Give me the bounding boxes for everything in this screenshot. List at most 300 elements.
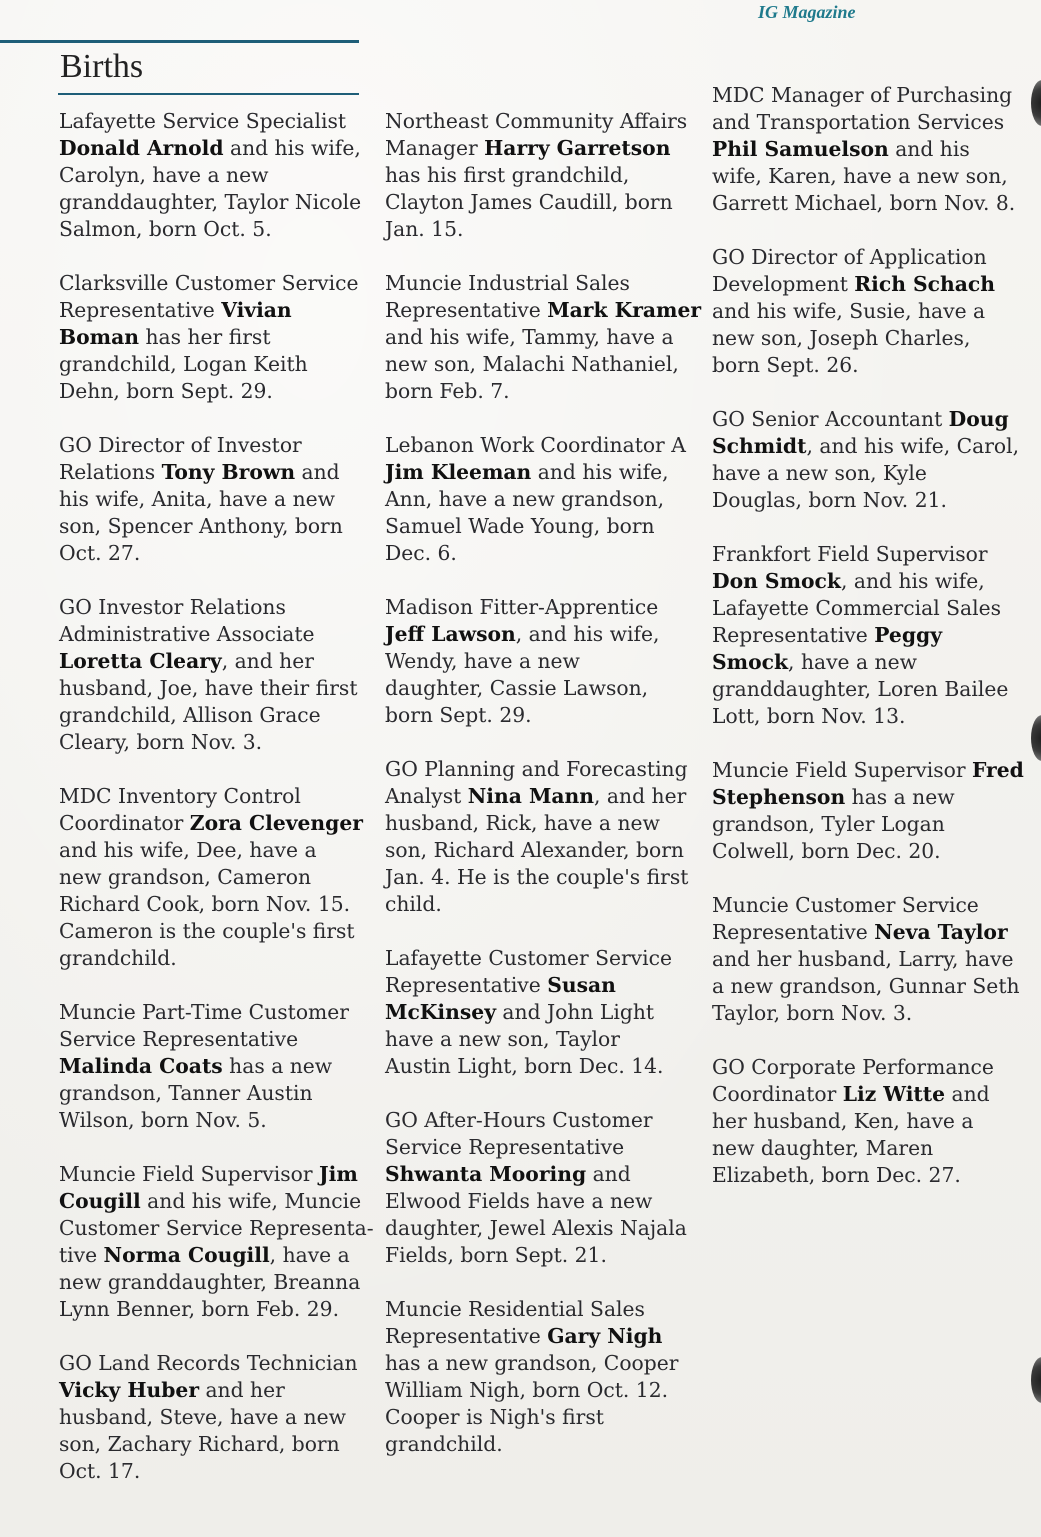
section-title: Births [60, 48, 144, 85]
announcement-line [712, 1081, 1024, 1108]
announcement-line [385, 621, 697, 648]
announcement-text: granddaughter, Loren Bailee [712, 677, 1009, 701]
announcement-text: born Feb. 7. [385, 379, 510, 403]
announcement-line [59, 729, 371, 756]
announcement-text: Representative [59, 298, 222, 322]
announcement-line [59, 1026, 371, 1053]
announcement-text: and his wife, Dee, have a [59, 838, 317, 862]
announcement-line [712, 487, 1024, 514]
announcement-line [712, 784, 1024, 811]
employee-name: Neva Taylor [874, 920, 1008, 944]
announcement-line [385, 324, 697, 351]
announcement-text: GO Corporate Performance [712, 1055, 994, 1079]
announcement-text: a new grandson, Gunnar Seth [712, 974, 1020, 998]
announcement-line [59, 702, 371, 729]
announcement-text: Cooper is Nigh's first [385, 1405, 604, 1429]
column-2 [385, 108, 702, 1485]
announcement-line [385, 216, 697, 243]
announcement-text: granddaughter, Taylor Nicole [59, 190, 362, 214]
announcement-line [712, 163, 1024, 190]
announcement-line [385, 972, 697, 999]
announcement-text: Muncie Residential Sales [385, 1297, 645, 1321]
announcement-text: , have a new [788, 650, 917, 674]
announcement-text: grandchild, Allison Grace [59, 703, 321, 727]
announcement-line [59, 351, 371, 378]
announcement-text: Garrett Michael, born Nov. 8. [712, 191, 1016, 215]
employee-name: Jeff Lawson [385, 622, 516, 646]
birth-announcement [385, 1296, 697, 1458]
announcement-text: Cameron is the couple's first [59, 919, 355, 943]
announcement-text: and his wife, Susie, have a [712, 299, 986, 323]
employee-name: Harry Garretson [484, 136, 671, 160]
announcement-text: Austin Light, born Dec. 14. [385, 1054, 664, 1078]
announcement-line [385, 135, 697, 162]
announcement-text: husband, Joe, have their first [59, 676, 358, 700]
birth-announcement [712, 1054, 1024, 1189]
announcement-text: tive [59, 1243, 104, 1267]
announcement-text: new son, Joseph Charles, [712, 326, 971, 350]
announcement-text: , and his wife, [515, 622, 660, 646]
employee-name: Phil Samuelson [712, 137, 889, 161]
announcement-line [712, 460, 1024, 487]
announcement-line [712, 649, 1024, 676]
announcement-line [712, 1000, 1024, 1027]
announcement-line [712, 82, 1024, 109]
birth-announcement [385, 756, 697, 918]
announcement-line [59, 621, 371, 648]
column-1 [59, 108, 374, 1512]
employee-name: Donald Arnold [59, 136, 224, 160]
announcement-text: Elwood Fields have a new [385, 1189, 653, 1213]
announcement-text: Oct. 27. [59, 541, 141, 565]
announcement-line [59, 837, 371, 864]
announcement-line [712, 1162, 1024, 1189]
announcement-text: has his first grandchild, [385, 163, 630, 187]
announcement-line [385, 297, 702, 324]
announcement-text: and his wife, [531, 460, 669, 484]
announcement-text: Lott, born Nov. 13. [712, 704, 906, 728]
announcement-text: and his wife, [223, 136, 361, 160]
announcement-line [385, 1296, 697, 1323]
announcement-text: Service Representative [59, 1027, 299, 1051]
announcement-line [385, 459, 697, 486]
announcement-text: GO Senior Accountant [712, 407, 949, 431]
birth-announcement [59, 783, 371, 972]
announcement-line [385, 648, 697, 675]
announcement-text: , and his wife, [840, 569, 985, 593]
employee-name: Mark Kramer [547, 298, 702, 322]
employee-name: Shwanta Mooring [385, 1162, 587, 1186]
announcement-line [59, 1053, 371, 1080]
announcement-text: MDC Manager of Purchasing [712, 83, 1013, 107]
announcement-line [385, 1215, 697, 1242]
announcement-text: Muncie Part-Time Customer [59, 1000, 349, 1024]
announcement-text: born Sept. 29. [385, 703, 532, 727]
announcement-line [59, 1188, 371, 1215]
employee-name: McKinsey [385, 1000, 496, 1024]
announcement-text: Richard Cook, born Nov. 15. [59, 892, 351, 916]
announcement-line [712, 676, 1024, 703]
announcement-text: Representative [712, 623, 875, 647]
announcement-line [712, 973, 1024, 1000]
announcement-line [712, 433, 1024, 460]
announcement-text: Northeast Community Affairs [385, 109, 688, 133]
announcement-text: Fields, born Sept. 21. [385, 1243, 607, 1267]
employee-name: Norma Cougill [103, 1243, 270, 1267]
announcement-line [385, 162, 697, 189]
announcement-text: grandson, Tyler Logan [712, 812, 945, 836]
birth-announcement [385, 270, 702, 405]
announcement-text: new daughter, Maren [712, 1136, 934, 1160]
announcement-line [385, 1404, 697, 1431]
announcement-line [59, 918, 371, 945]
top-rule [0, 40, 359, 43]
announcement-text: has a new grandson, Cooper [385, 1351, 679, 1375]
birth-announcement [712, 406, 1024, 514]
announcement-text: grandchild, Logan Keith [59, 352, 308, 376]
announcement-line [712, 1054, 1024, 1081]
birth-announcement [59, 999, 371, 1134]
announcement-line [59, 1242, 371, 1269]
employee-name: Rich Schach [854, 272, 995, 296]
employee-name: Boman [59, 325, 140, 349]
announcement-line [712, 406, 1024, 433]
announcement-text: Representative [712, 920, 875, 944]
column-3 [712, 82, 1024, 1216]
birth-announcement [385, 432, 697, 567]
announcement-text: husband, Steve, have a new [59, 1405, 346, 1429]
announcement-line [712, 703, 1024, 730]
birth-announcement [712, 892, 1024, 1027]
announcement-text: Lafayette Customer Service [385, 946, 672, 970]
announcement-line [712, 109, 1024, 136]
announcement-text: and [945, 1082, 990, 1106]
announcement-text: Representative [385, 298, 548, 322]
announcement-line [59, 1377, 371, 1404]
announcement-line [712, 595, 1024, 622]
announcement-text: and his wife, Muncie [140, 1189, 362, 1213]
announcement-text: and her husband, Larry, have [712, 947, 1014, 971]
announcement-line [385, 378, 697, 405]
announcement-line [59, 216, 371, 243]
announcement-line [59, 945, 371, 972]
announcement-text: and John Light [495, 1000, 655, 1024]
announcement-text: daughter, Cassie Lawson, [385, 676, 649, 700]
announcement-text: Oct. 17. [59, 1459, 141, 1483]
announcement-line [59, 999, 371, 1026]
announcement-text: Dec. 6. [385, 541, 457, 565]
announcement-text: MDC Inventory Control [59, 784, 301, 808]
birth-announcement [59, 432, 371, 567]
announcement-text: and her [199, 1378, 285, 1402]
birth-announcement [712, 541, 1024, 730]
announcement-text: Elizabeth, born Dec. 27. [712, 1163, 961, 1187]
announcement-text: Clarksville Customer Service [59, 271, 359, 295]
announcement-text: has a new [222, 1054, 333, 1078]
announcement-line [385, 1377, 697, 1404]
announcement-line [59, 1080, 371, 1107]
employee-name: Jim [319, 1162, 358, 1186]
employee-name: Jim Kleeman [385, 460, 532, 484]
birth-announcement [385, 594, 697, 729]
announcement-line [59, 108, 371, 135]
announcement-line [385, 486, 697, 513]
employee-name: Gary Nigh [547, 1324, 663, 1348]
announcement-line [712, 1135, 1024, 1162]
announcement-text: Frankfort Field Supervisor [712, 542, 988, 566]
announcement-text: Wilson, born Nov. 5. [59, 1108, 267, 1132]
announcement-line [385, 108, 697, 135]
announcement-text: born Sept. 26. [712, 353, 859, 377]
announcement-text: have a new son, Taylor [385, 1027, 620, 1051]
announcement-line [385, 810, 697, 837]
employee-name: Smock [712, 650, 789, 674]
announcement-text: Representative [385, 973, 548, 997]
announcement-text: husband, Rick, have a new [385, 811, 660, 835]
magazine-name: IG Magazine [758, 2, 856, 22]
announcement-text: and Transportation Services [712, 110, 1005, 134]
employee-name: Don Smock [712, 569, 841, 593]
announcement-text: Muncie Industrial Sales [385, 271, 630, 295]
announcement-line [59, 540, 371, 567]
announcement-line [385, 1053, 697, 1080]
announcement-text: has her first [139, 325, 271, 349]
announcement-line [59, 324, 371, 351]
employee-name: Cougill [59, 1189, 141, 1213]
announcement-text: Lafayette Service Specialist [59, 109, 347, 133]
announcement-text: Colwell, born Dec. 20. [712, 839, 941, 863]
birth-announcement [385, 108, 697, 243]
announcement-text: has a new [845, 785, 955, 809]
announcement-line [59, 189, 371, 216]
announcement-line [385, 270, 697, 297]
announcement-line [385, 1350, 697, 1377]
employee-name: Liz Witte [842, 1082, 946, 1106]
announcement-line [712, 298, 1024, 325]
employee-name: Susan [547, 973, 616, 997]
announcement-text: son, Richard Alexander, born [385, 838, 684, 862]
announcement-text: Coordinator [712, 1082, 843, 1106]
announcement-line [385, 1188, 697, 1215]
birth-announcement [712, 757, 1024, 865]
announcement-line [59, 1107, 371, 1134]
announcement-text: , and his wife, Carol, [806, 434, 1020, 458]
announcement-line [59, 1269, 371, 1296]
announcement-line [59, 1350, 371, 1377]
announcement-line [712, 946, 1024, 973]
announcement-text: William Nigh, born Oct. 12. [385, 1378, 669, 1402]
birth-announcement [59, 1350, 371, 1485]
announcement-text: new granddaughter, Breanna [59, 1270, 361, 1294]
announcement-text: GO After-Hours Customer [385, 1108, 653, 1132]
announcement-text: Service Representative [385, 1135, 625, 1159]
birth-announcement [712, 82, 1024, 217]
announcement-text: Analyst [385, 784, 468, 808]
announcement-line [59, 1296, 371, 1323]
announcement-line [385, 864, 697, 891]
announcement-line [59, 1431, 371, 1458]
announcement-line [59, 783, 371, 810]
announcement-text: Lafayette Commercial Sales [712, 596, 1002, 620]
announcement-line [712, 757, 1024, 784]
announcement-line [385, 891, 697, 918]
employee-name: Zora Clevenger [189, 811, 363, 835]
announcement-line [712, 622, 1024, 649]
announcement-line [59, 270, 371, 297]
announcement-text: new grandson, Cameron [59, 865, 312, 889]
announcement-line [59, 1215, 374, 1242]
announcement-text: have a new son, Kyle [712, 461, 927, 485]
employee-name: Vivian [221, 298, 292, 322]
announcement-text: Jan. 4. He is the couple's first [385, 865, 689, 889]
announcement-text: son, Zachary Richard, born [59, 1432, 340, 1456]
announcement-line [385, 1134, 697, 1161]
announcement-text: grandchild. [385, 1432, 503, 1456]
title-underline [58, 93, 359, 95]
announcement-text: Muncie Field Supervisor [59, 1162, 320, 1186]
binder-hole [1031, 1357, 1041, 1403]
announcement-line [59, 135, 371, 162]
announcement-text: Salmon, born Oct. 5. [59, 217, 272, 241]
announcement-line [385, 999, 697, 1026]
birth-announcement [59, 270, 371, 405]
birth-announcement [385, 945, 697, 1080]
announcement-line [59, 297, 371, 324]
announcement-line [712, 1108, 1024, 1135]
announcement-text: Development [712, 272, 855, 296]
employee-name: Malinda Coats [59, 1054, 223, 1078]
announcement-line [59, 594, 371, 621]
announcement-line [385, 1242, 697, 1269]
announcement-line [385, 1323, 697, 1350]
announcement-line [385, 540, 697, 567]
birth-announcement [59, 594, 371, 756]
announcement-line [712, 541, 1024, 568]
announcement-text: GO Planning and Forecasting [385, 757, 688, 781]
announcement-line [59, 459, 371, 486]
announcement-line [712, 919, 1024, 946]
announcement-text: grandchild. [59, 946, 177, 970]
employee-name: Stephenson [712, 785, 846, 809]
announcement-line [385, 1026, 697, 1053]
announcement-line [385, 432, 697, 459]
employee-name: Peggy [874, 623, 942, 647]
announcement-line [385, 189, 697, 216]
announcement-text: GO Director of Investor [59, 433, 302, 457]
announcement-text: Dehn, born Sept. 29. [59, 379, 273, 403]
announcement-line [59, 1161, 371, 1188]
announcement-text: Samuel Wade Young, born [385, 514, 655, 538]
announcement-text: daughter, Jewel Alexis Najala [385, 1216, 687, 1240]
announcement-text: GO Land Records Technician [59, 1351, 358, 1375]
announcement-line [385, 1107, 697, 1134]
employee-name: Fred [972, 758, 1024, 782]
announcement-line [385, 945, 697, 972]
announcement-text: and his wife, Tammy, have a [385, 325, 674, 349]
employee-name: Doug [948, 407, 1009, 431]
announcement-line [59, 675, 371, 702]
announcement-line [712, 190, 1024, 217]
announcement-text: , and her [221, 649, 314, 673]
announcement-line [385, 1431, 697, 1458]
announcement-line [59, 432, 371, 459]
announcement-line [59, 810, 371, 837]
announcement-line [385, 594, 697, 621]
announcement-text: Lynn Benner, born Feb. 29. [59, 1297, 340, 1321]
announcement-text: GO Director of Application [712, 245, 987, 269]
announcement-text: Jan. 15. [385, 217, 464, 241]
announcement-line [59, 513, 371, 540]
announcement-text: and [295, 460, 340, 484]
announcement-text: and [586, 1162, 631, 1186]
announcement-text: Relations [59, 460, 162, 484]
announcement-line [59, 648, 371, 675]
announcement-line [59, 162, 371, 189]
announcement-text: and his [888, 137, 970, 161]
employee-name: Tony Brown [161, 460, 296, 484]
announcement-line [712, 838, 1024, 865]
announcement-text: GO Investor Relations [59, 595, 286, 619]
announcement-line [712, 352, 1024, 379]
announcement-text: her husband, Ken, have a [712, 1109, 974, 1133]
announcement-line [385, 837, 697, 864]
announcement-line [712, 325, 1024, 352]
announcement-line [385, 513, 697, 540]
birth-announcement [59, 108, 371, 243]
announcement-text: Coordinator [59, 811, 190, 835]
announcement-line [712, 811, 1024, 838]
announcement-text: Carolyn, have a new [59, 163, 269, 187]
announcement-line [712, 136, 1024, 163]
announcement-line [59, 486, 371, 513]
announcement-line [59, 378, 371, 405]
announcement-line [59, 891, 371, 918]
employee-name: Schmidt [712, 434, 807, 458]
announcement-text: wife, Karen, have a new son, [712, 164, 1008, 188]
announcement-text: Ann, have a new grandson, [385, 487, 665, 511]
announcement-line [712, 244, 1024, 271]
birth-announcement [385, 1107, 697, 1269]
announcement-text: grandson, Tanner Austin [59, 1081, 313, 1105]
announcement-text: Lebanon Work Coordinator A [385, 433, 686, 457]
employee-name: Loretta Cleary [59, 649, 222, 673]
announcement-line [59, 1404, 371, 1431]
announcement-text: Muncie Customer Service [712, 893, 979, 917]
employee-name: Vicky Huber [59, 1378, 200, 1402]
announcement-text: new son, Malachi Nathaniel, [385, 352, 679, 376]
announcement-line [59, 1458, 371, 1485]
announcement-text: Muncie Field Supervisor [712, 758, 973, 782]
announcement-line [385, 1161, 697, 1188]
announcement-line [59, 864, 371, 891]
announcement-text: Douglas, born Nov. 21. [712, 488, 947, 512]
announcement-line [712, 568, 1024, 595]
announcement-text: Manager [385, 136, 485, 160]
announcement-text: Representative [385, 1324, 548, 1348]
announcement-text: Clayton James Caudill, born [385, 190, 673, 214]
binder-hole [1031, 715, 1041, 761]
announcement-text: Cleary, born Nov. 3. [59, 730, 263, 754]
announcement-line [385, 351, 697, 378]
announcement-text: child. [385, 892, 442, 916]
binder-hole [1031, 80, 1041, 126]
announcement-text: Madison Fitter-Apprentice [385, 595, 659, 619]
birth-announcement [59, 1161, 374, 1323]
announcement-text: Customer Service Representa- [59, 1216, 374, 1240]
announcement-line [385, 783, 697, 810]
announcement-line [712, 892, 1024, 919]
announcement-line [385, 702, 697, 729]
